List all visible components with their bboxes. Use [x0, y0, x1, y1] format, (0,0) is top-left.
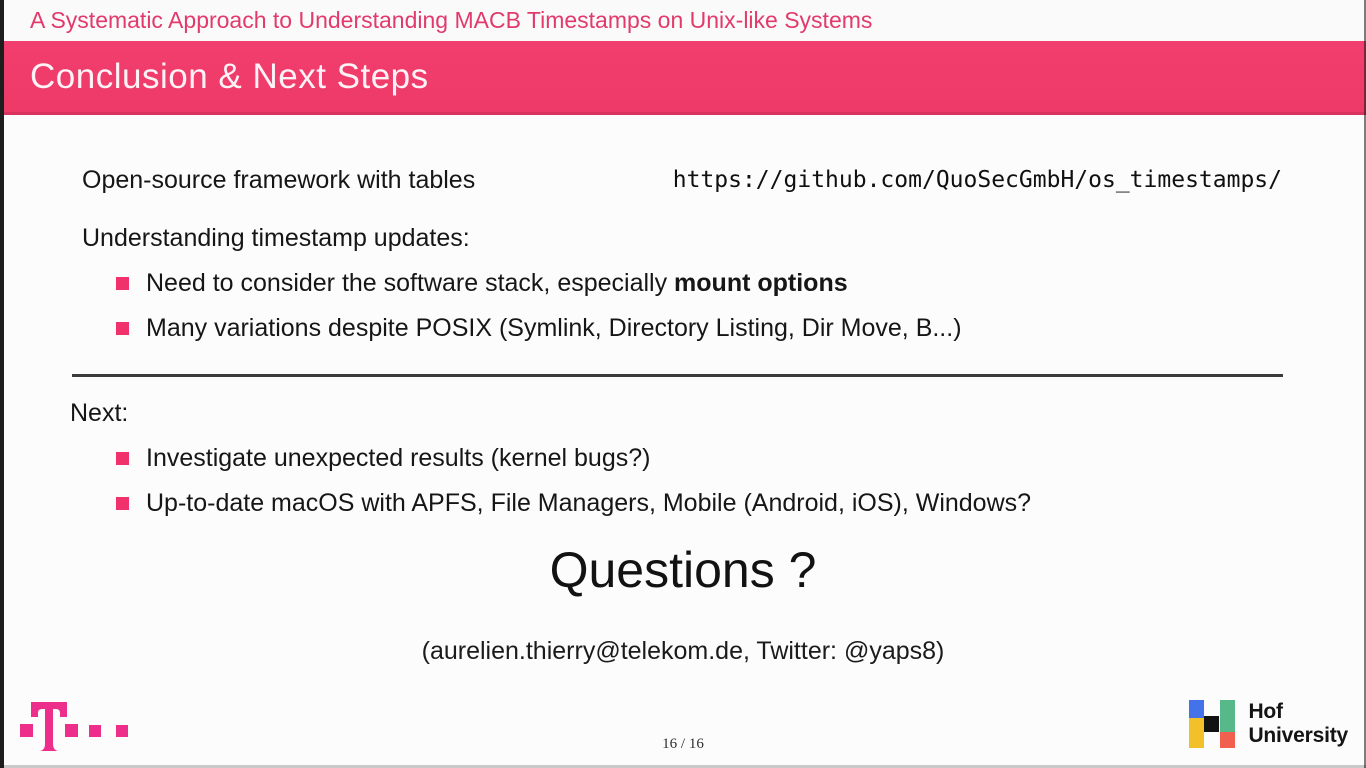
slide-title: Conclusion & Next Steps: [30, 56, 429, 96]
bullet-item: [0, 310, 1366, 346]
github-url: https://github.com/QuoSecGmbH/os_timestamps/: [672, 167, 1282, 193]
bullet-text: [146, 269, 848, 298]
frame-edge-left: [0, 0, 4, 768]
next-heading-text: Next:: [70, 398, 129, 427]
questions-headline: Questions ?: [549, 542, 817, 598]
bullet-text: [146, 444, 650, 473]
bullet-text-normal: Investigate unexpected results (kernel bugs?): [146, 443, 651, 472]
intro-row: [0, 162, 1366, 198]
bullet-text: [146, 314, 962, 343]
bullet-text-normal: Many variations despite POSIX (Symlink, Directory Listing, Dir Move, B...): [146, 313, 962, 342]
hof-wordmark-line1: Hof: [1248, 700, 1283, 724]
understanding-heading: [0, 220, 1366, 256]
telekom-t-logo-icon: [14, 698, 130, 760]
bullet-text-normal: Need to consider the software stack, especially: [146, 268, 675, 297]
bullet-item: [0, 265, 1366, 301]
next-heading: [0, 395, 1366, 431]
presentation-header-strip: [0, 0, 1366, 41]
bullet-item: [0, 440, 1366, 476]
page-indicator: 16 / 16: [662, 736, 704, 752]
bullet-square-icon: [116, 277, 129, 290]
bullet-square-icon: [116, 322, 129, 335]
contact-line: (aurelien.thierry@telekom.de, Twitter: @yaps8): [421, 636, 945, 665]
bullet-text-normal: Up-to-date macOS with APFS, File Managers, Mobile (Android, iOS), Windows?: [146, 488, 1032, 517]
section-divider: [72, 374, 1283, 377]
understanding-heading-text: Understanding timestamp updates:: [82, 223, 470, 252]
slide-title-bar: [0, 41, 1366, 115]
intro-label: Open-source framework with tables: [82, 165, 476, 194]
bullet-square-icon: [116, 497, 129, 510]
presentation-title: A Systematic Approach to Understanding MACB Timestamps on Unix-like Systems: [30, 7, 873, 33]
hof-university-logo: [1188, 700, 1348, 748]
hof-h-blocks-icon: [1188, 700, 1236, 748]
bullet-text-bold: mount options: [674, 268, 848, 297]
bullet-square-icon: [116, 452, 129, 465]
bullet-item: [0, 485, 1366, 521]
bullet-text: [146, 489, 1031, 518]
hof-university-wordmark: [1248, 700, 1348, 748]
hof-wordmark-line2: University: [1248, 724, 1348, 747]
